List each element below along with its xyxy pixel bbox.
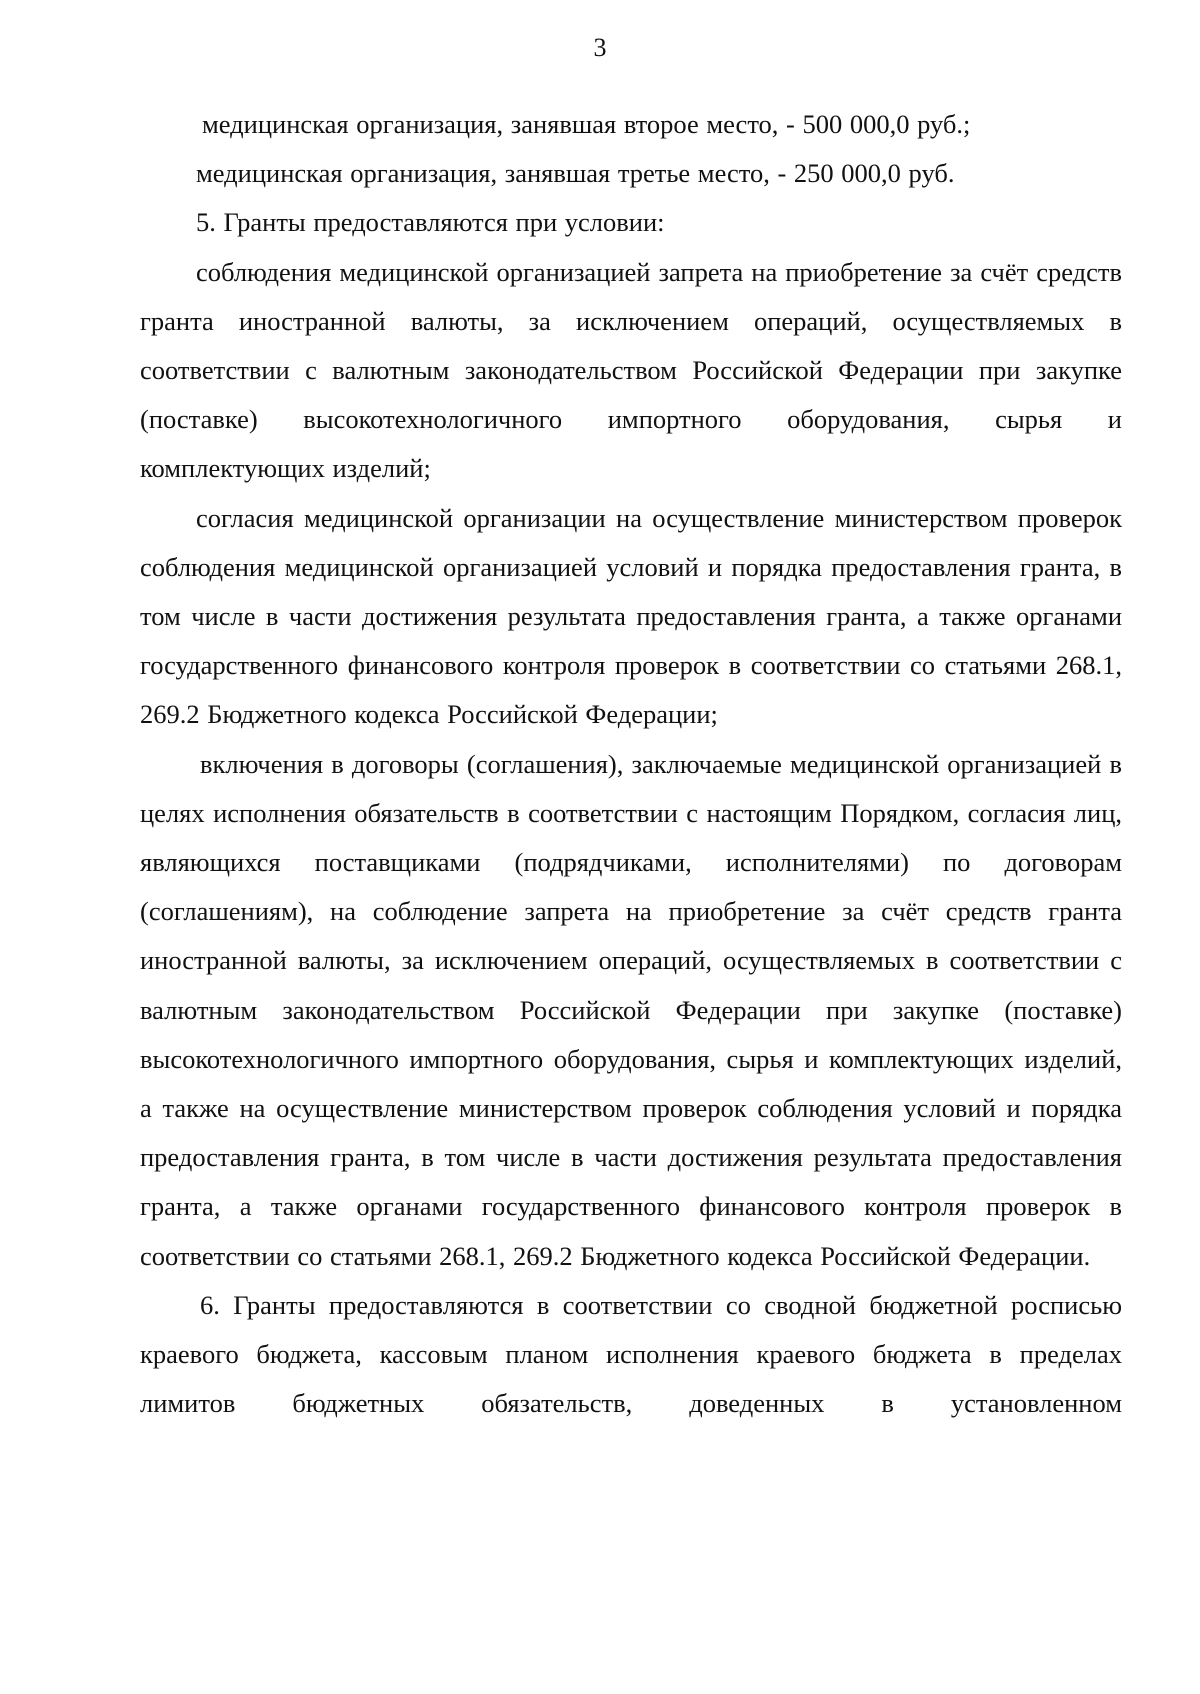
paragraph-inspection-consent: согласия медицинской организации на осуществление министерством проверок соблюдения медицинской организацией условий и порядка предоставления гранта, в том числе в части достижения результата предоставления гранта, а также органами государственного финансового контроля проверок в соответствии со статьями 268.1, 269.2 Бюджетного кодекса Российской Федерации; bbox=[140, 502, 1122, 730]
paragraph-foreign-currency-condition: соблюдения медицинской организацией запрета на приобретение за счёт средств гранта иностранной валюты, за исключением операций, осуществляемых в соответствии с валютным законодательством Российской Федерации при закупке (поставке) высокотехнологичного импортного оборудования, сырья и комплектующих изделий; bbox=[140, 256, 1122, 484]
paragraph-item-6: 6. Гранты предоставляются в соответствии со сводной бюджетной росписью краевого бюджета, кассовым планом исполнения краевого бюджета в пределах лимитов бюджетных обязательств, доведенных в установленном bbox=[140, 1289, 1122, 1419]
document-body bbox=[140, 100, 1122, 1428]
paragraph-contracts-inclusion: включения в договоры (соглашения), заключаемые медицинской организацией в целях исполнения обязательств в соответствии с настоящим Порядком, согласия лиц, являющихся поставщиками (подрядчиками, исполнителями) по договорам (соглашениям), на соблюдение запрета на приобретение за счёт средств гранта иностранной валюты, за исключением операций, осуществляемых в соответствии с валютным законодательством Российской Федерации при закупке (поставке) высокотехнологичного импортного оборудования, сырья и комплектующих изделий, а также на осуществление министерством проверок соблюдения условий и порядка предоставления гранта, в том числе в части достижения результата предоставления гранта, а также органами государственного финансового контроля проверок в соответствии со статьями 268.1, 269.2 Бюджетного кодекса Российской Федерации. bbox=[140, 748, 1122, 1271]
paragraph-second-place: медицинская организация, занявшая второе место, - 500 000,0 руб.; bbox=[202, 109, 971, 139]
paragraph-third-place: медицинская организация, занявшая третье место, - 250 000,0 руб. bbox=[196, 158, 955, 189]
page-number: 3 bbox=[593, 33, 607, 62]
paragraph-item-5-heading: 5. Гранты предоставляются при условии: bbox=[196, 207, 665, 238]
